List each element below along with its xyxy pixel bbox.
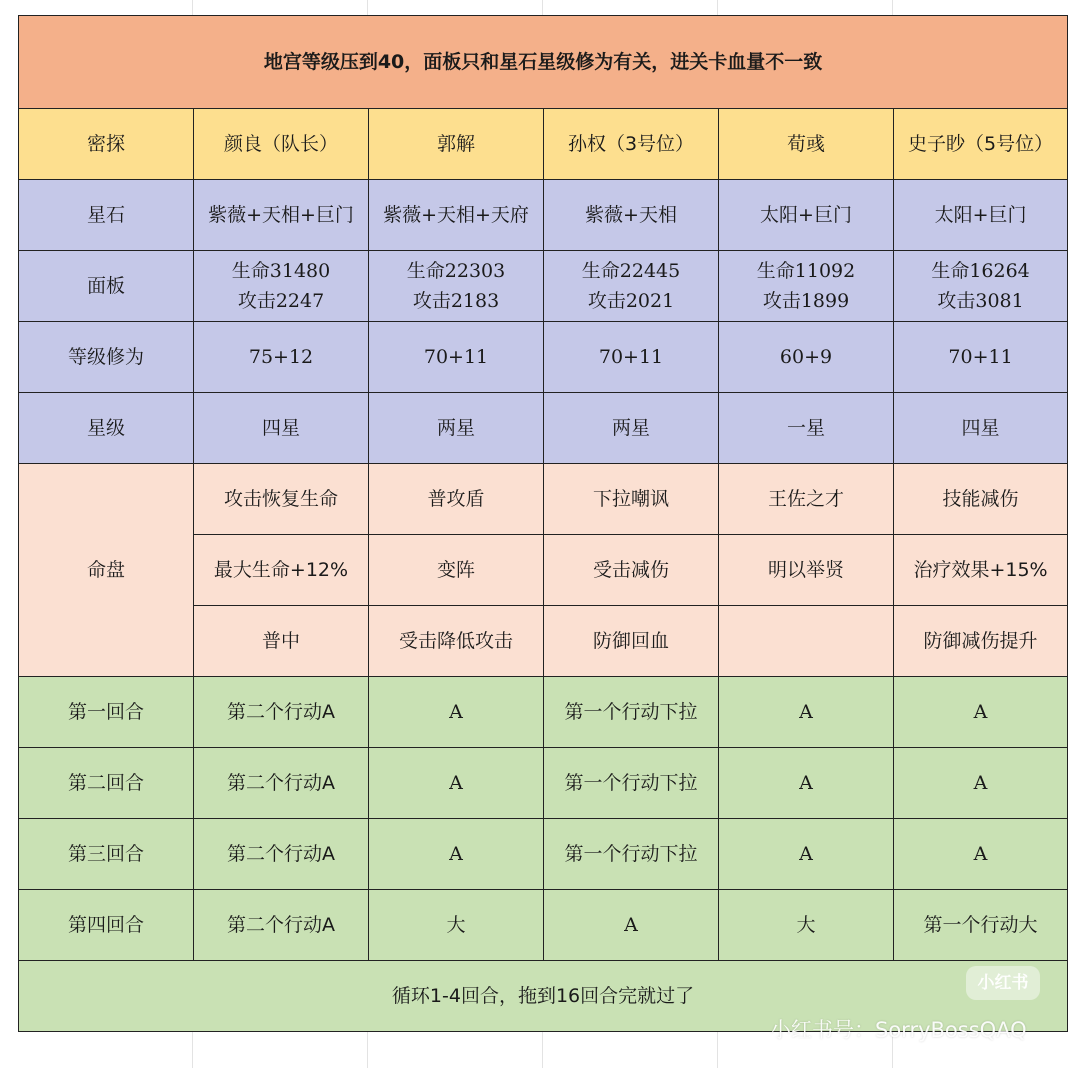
xingshi-row <box>19 180 1068 251</box>
table-cell[interactable]: A <box>369 819 544 890</box>
row-label[interactable]: 第四回合 <box>19 890 194 961</box>
table-cell[interactable]: 第一个行动下拉 <box>544 677 719 748</box>
row-label[interactable]: 等级修为 <box>19 322 194 393</box>
table-cell[interactable]: 第二个行动A <box>194 677 369 748</box>
table-cell[interactable]: A <box>719 819 894 890</box>
table-cell[interactable]: 普攻盾 <box>369 464 544 535</box>
mianban-row <box>19 251 1068 322</box>
round-row <box>19 677 1068 748</box>
table-cell[interactable]: 第二个行动A <box>194 890 369 961</box>
table-cell[interactable]: A <box>894 677 1068 748</box>
table-cell[interactable]: 两星 <box>544 393 719 464</box>
atk-value: 攻击1899 <box>762 290 850 312</box>
table-cell[interactable]: A <box>894 748 1068 819</box>
table-cell[interactable]: 防御减伤提升 <box>894 606 1068 677</box>
table-cell[interactable]: 紫薇+天相 <box>544 180 719 251</box>
table-cell[interactable] <box>719 606 894 677</box>
mingpan-row <box>19 464 1068 535</box>
table-cell[interactable]: A <box>719 677 894 748</box>
table-cell[interactable]: 下拉嘲讽 <box>544 464 719 535</box>
table-cell[interactable] <box>719 251 894 322</box>
table-cell[interactable]: 王佐之才 <box>719 464 894 535</box>
table-cell[interactable]: 治疗效果+15% <box>894 535 1068 606</box>
table-cell[interactable]: 第二个行动A <box>194 819 369 890</box>
table-cell[interactable]: 防御回血 <box>544 606 719 677</box>
row-label[interactable]: 命盘 <box>19 464 194 677</box>
atk-value: 攻击2021 <box>587 290 675 312</box>
round-row <box>19 890 1068 961</box>
row-label[interactable]: 面板 <box>19 251 194 322</box>
table-cell[interactable]: 一星 <box>719 393 894 464</box>
row-label[interactable]: 第一回合 <box>19 677 194 748</box>
table-cell[interactable] <box>894 251 1068 322</box>
table-cell[interactable]: 攻击恢复生命 <box>194 464 369 535</box>
table-cell[interactable]: 太阳+巨门 <box>894 180 1068 251</box>
row-label[interactable]: 星石 <box>19 180 194 251</box>
table-cell[interactable]: 受击降低攻击 <box>369 606 544 677</box>
row-label[interactable]: 第二回合 <box>19 748 194 819</box>
header-cell[interactable]: 密探 <box>19 109 194 180</box>
table-cell[interactable]: 最大生命+12% <box>194 535 369 606</box>
hp-value: 生命16264 <box>931 260 1030 282</box>
table-cell[interactable]: 四星 <box>194 393 369 464</box>
watermark-text: 小红书号：SorryBossQAQ <box>770 1018 1027 1042</box>
table-cell[interactable]: 紫薇+天相+天府 <box>369 180 544 251</box>
table-cell[interactable]: 四星 <box>894 393 1068 464</box>
table-cell[interactable]: 第一个行动下拉 <box>544 819 719 890</box>
table-cell[interactable]: 明以举贤 <box>719 535 894 606</box>
table-cell[interactable]: 普中 <box>194 606 369 677</box>
table-cell[interactable]: 第一个行动下拉 <box>544 748 719 819</box>
table-cell[interactable]: 大 <box>369 890 544 961</box>
round-row <box>19 819 1068 890</box>
table-cell[interactable] <box>369 251 544 322</box>
hp-value: 生命22445 <box>581 260 681 282</box>
table-cell[interactable]: 60+9 <box>719 322 894 393</box>
header-cell[interactable]: 史子眇（5号位） <box>894 109 1068 180</box>
spreadsheet-table <box>18 15 1068 1032</box>
hp-value: 生命11092 <box>756 260 856 282</box>
hp-value: 生命31480 <box>231 260 331 282</box>
table-cell[interactable]: 70+11 <box>369 322 544 393</box>
header-cell[interactable]: 荀彧 <box>719 109 894 180</box>
row-label[interactable]: 星级 <box>19 393 194 464</box>
table-cell[interactable]: A <box>544 890 719 961</box>
header-cell[interactable]: 孙权（3号位） <box>544 109 719 180</box>
table-cell[interactable]: 太阳+巨门 <box>719 180 894 251</box>
header-cell[interactable]: 颜良（队长） <box>194 109 369 180</box>
table-cell[interactable]: 第二个行动A <box>194 748 369 819</box>
xiuwei-row <box>19 322 1068 393</box>
round-row <box>19 748 1068 819</box>
table-cell[interactable]: 技能减伤 <box>894 464 1068 535</box>
header-cell[interactable]: 郭解 <box>369 109 544 180</box>
sheet-title[interactable]: 地宫等级压到40，面板只和星石星级修为有关，进关卡血量不一致 <box>19 16 1068 109</box>
table-cell[interactable]: A <box>719 748 894 819</box>
table-cell[interactable] <box>194 251 369 322</box>
table-cell[interactable]: 两星 <box>369 393 544 464</box>
atk-value: 攻击2183 <box>412 290 500 312</box>
atk-value: 攻击3081 <box>937 290 1024 312</box>
table-cell[interactable]: 变阵 <box>369 535 544 606</box>
table-cell[interactable]: 紫薇+天相+巨门 <box>194 180 369 251</box>
table-cell[interactable]: A <box>369 677 544 748</box>
table-cell[interactable] <box>544 251 719 322</box>
table-cell[interactable]: 75+12 <box>194 322 369 393</box>
atk-value: 攻击2247 <box>237 290 325 312</box>
row-label[interactable]: 第三回合 <box>19 819 194 890</box>
header-row <box>19 109 1068 180</box>
table-cell[interactable]: A <box>369 748 544 819</box>
hp-value: 生命22303 <box>406 260 506 282</box>
table-cell[interactable]: 70+11 <box>544 322 719 393</box>
xingji-row <box>19 393 1068 464</box>
table-cell[interactable]: 受击减伤 <box>544 535 719 606</box>
table-cell[interactable]: 70+11 <box>894 322 1068 393</box>
table-cell[interactable]: 第一个行动大 <box>894 890 1068 961</box>
table-cell[interactable]: 大 <box>719 890 894 961</box>
table-cell[interactable]: A <box>894 819 1068 890</box>
footer-note[interactable]: 循环1-4回合，拖到16回合完就过了 <box>19 961 1068 1032</box>
xiaohongshu-logo: 小红书 <box>966 966 1040 1000</box>
